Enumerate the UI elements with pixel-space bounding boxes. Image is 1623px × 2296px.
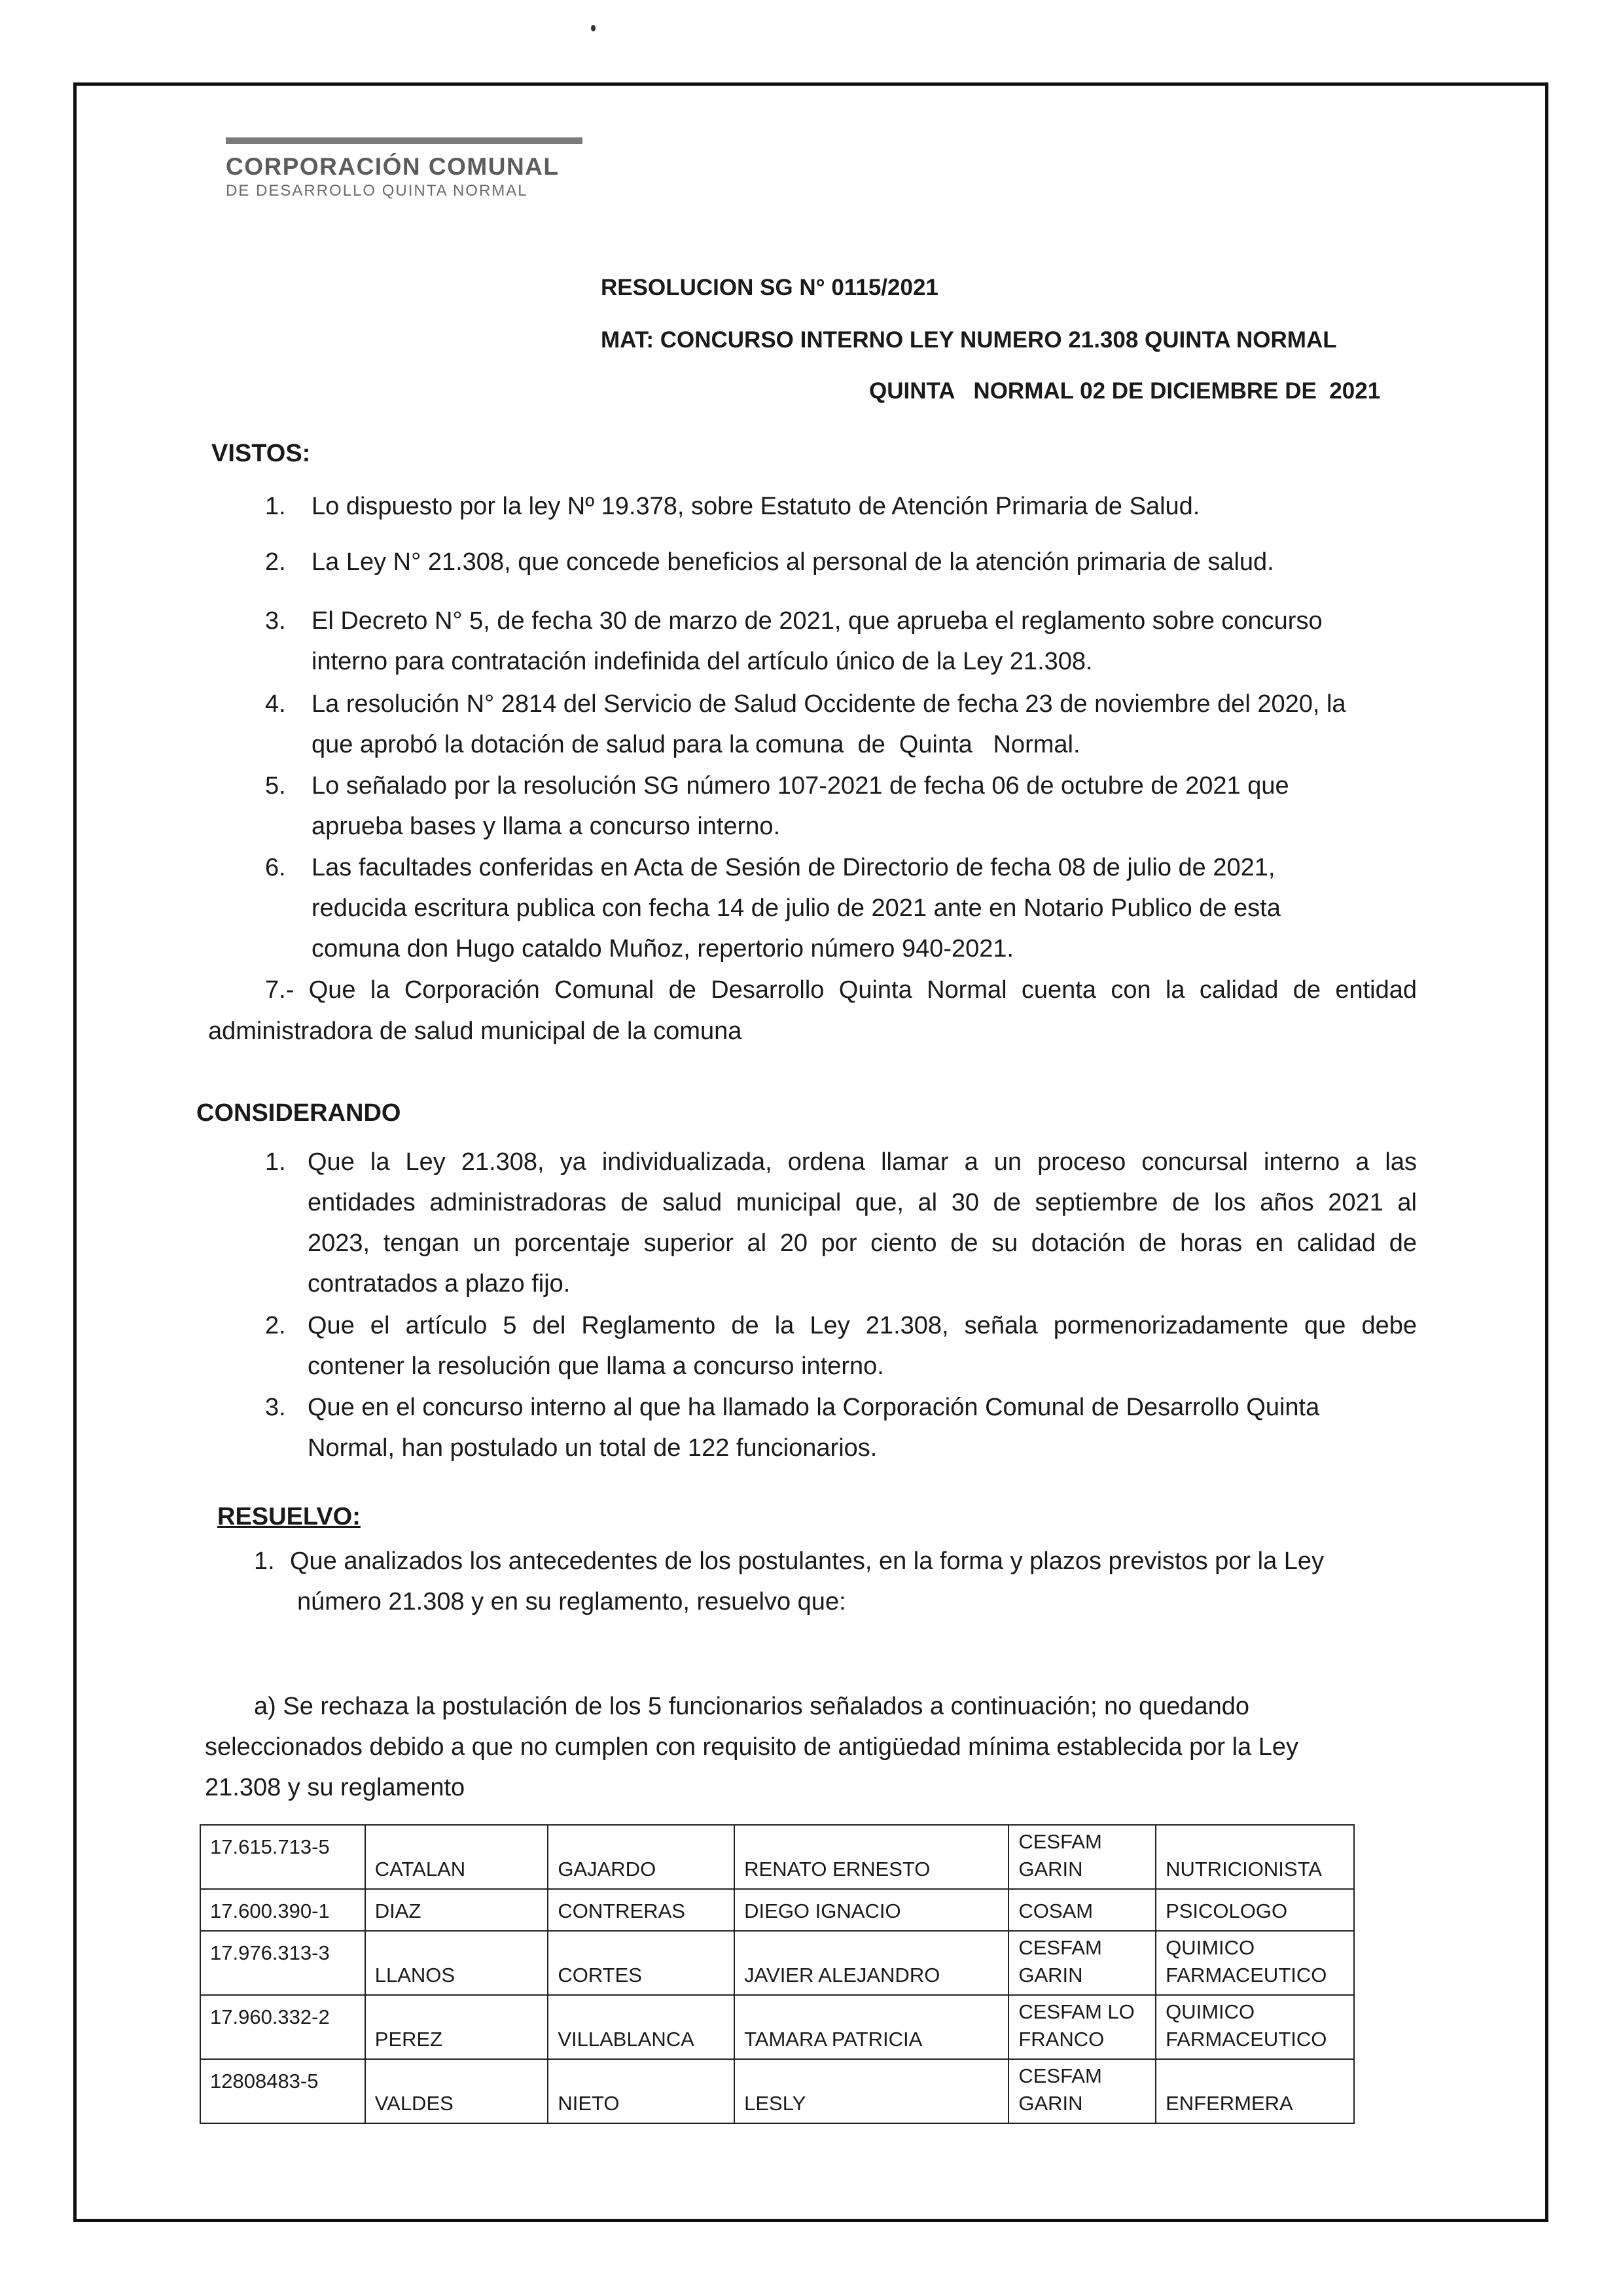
item-text: contratados a plazo fijo. bbox=[308, 1270, 571, 1298]
position-cell: PSICOLOGO bbox=[1156, 1889, 1354, 1931]
paternal-surname-cell: VALDES bbox=[365, 2059, 548, 2123]
resuelvo-heading: RESUELVO: bbox=[217, 1503, 361, 1530]
item-text: El Decreto N° 5, de fecha 30 de marzo de 2021, que aprueba el reglamento sobre concurso bbox=[312, 607, 1323, 635]
item-text: 2023, tengan un porcentaje superior al 20 por ciento de su dotación de horas en calidad de bbox=[308, 1229, 1417, 1257]
table-row bbox=[200, 2059, 1354, 2123]
rut-cell: 12808483-5 bbox=[200, 2059, 365, 2123]
rut-cell: 17.615.713-5 bbox=[200, 1825, 365, 1889]
item-text: Normal, han postulado un total de 122 funcionarios. bbox=[308, 1434, 878, 1462]
item-number: 5. bbox=[265, 772, 286, 800]
item-text: Que la Ley 21.308, ya individualizada, ordena llamar a un proceso concursal interno a las bbox=[308, 1148, 1417, 1176]
item-text: Las facultades conferidas en Acta de Sesión de Directorio de fecha 08 de julio de 2021, bbox=[312, 854, 1275, 881]
rejection-line-1: a) Se rechaza la postulación de los 5 funcionarios señalados a continuación; no quedando bbox=[254, 1693, 1250, 1720]
item-text: que aprobó la dotación de salud para la comuna de Quinta Normal. bbox=[312, 731, 1080, 758]
table-row bbox=[200, 1825, 1354, 1889]
given-names-cell: TAMARA PATRICIA bbox=[734, 1995, 1008, 2059]
item-number: 2. bbox=[265, 548, 286, 576]
item-text: La Ley N° 21.308, que concede beneficios al personal de la atención primaria de salud. bbox=[312, 548, 1274, 576]
item-number: 3. bbox=[265, 607, 286, 635]
item-text: aprueba bases y llama a concurso interno. bbox=[312, 813, 781, 840]
paternal-surname-cell: PEREZ bbox=[365, 1995, 548, 2059]
item-number: 2. bbox=[265, 1312, 286, 1339]
maternal-surname-cell: GAJARDO bbox=[548, 1825, 734, 1889]
subject-line: MAT: CONCURSO INTERNO LEY NUMERO 21.308 QUINTA NORMAL bbox=[601, 327, 1337, 353]
vistos-item-7-line-2: administradora de salud municipal de la comuna bbox=[208, 1017, 742, 1045]
vistos-item-7-line-1: 7.- Que la Corporación Comunal de Desarrollo Quinta Normal cuenta con la calidad de entidad bbox=[265, 976, 1417, 1004]
considerando-heading: CONSIDERANDO bbox=[196, 1099, 401, 1127]
table-row bbox=[200, 1995, 1354, 2059]
maternal-surname-cell: NIETO bbox=[548, 2059, 734, 2123]
item-text: La resolución N° 2814 del Servicio de Salud Occidente de fecha 23 de noviembre del 2020, la bbox=[312, 690, 1346, 718]
rut-cell: 17.960.332-2 bbox=[200, 1995, 365, 2059]
place-date-line: QUINTA NORMAL 02 DE DICIEMBRE DE 2021 bbox=[869, 378, 1381, 404]
item-text: contener la resolución que llama a concurso interno. bbox=[308, 1352, 884, 1380]
item-number: 1. bbox=[265, 1148, 286, 1176]
item-text: comuna don Hugo cataldo Muñoz, repertorio número 940-2021. bbox=[312, 935, 1014, 963]
item-text: Que en el concurso interno al que ha llamado la Corporación Comunal de Desarrollo Quinta bbox=[308, 1394, 1320, 1421]
maternal-surname-cell: CORTES bbox=[548, 1931, 734, 1995]
rut-cell: 17.600.390-1 bbox=[200, 1889, 365, 1931]
health-center-cell: CESFAM GARIN bbox=[1008, 1825, 1156, 1889]
item-text: interno para contratación indefinida del artículo único de la Ley 21.308. bbox=[312, 648, 1093, 675]
corporation-logo bbox=[226, 137, 582, 200]
position-cell: ENFERMERA bbox=[1156, 2059, 1354, 2123]
resuelvo-item-number: 1. bbox=[254, 1547, 275, 1575]
logo-line-2: DE DESARROLLO QUINTA NORMAL bbox=[226, 182, 528, 200]
maternal-surname-cell: CONTRERAS bbox=[548, 1889, 734, 1931]
paternal-surname-cell: LLANOS bbox=[365, 1931, 548, 1995]
health-center-cell: COSAM bbox=[1008, 1889, 1156, 1931]
rejection-line-3: 21.308 y su reglamento bbox=[205, 1774, 465, 1801]
resuelvo-item-line-2: número 21.308 y en su reglamento, resuelvo que: bbox=[297, 1588, 846, 1616]
table-row bbox=[200, 1931, 1354, 1995]
resuelvo-item-line-1: Que analizados los antecedentes de los postulantes, en la forma y plazos previstos por la Ley bbox=[290, 1547, 1325, 1575]
health-center-cell: CESFAM LO FRANCO bbox=[1008, 1995, 1156, 2059]
logo-line-1: CORPORACIÓN COMUNAL bbox=[226, 153, 560, 180]
position-cell: NUTRICIONISTA bbox=[1156, 1825, 1354, 1889]
position-cell: QUIMICO FARMACEUTICO bbox=[1156, 1995, 1354, 2059]
item-text: Que el artículo 5 del Reglamento de la Ley 21.308, señala pormenorizadamente que debe bbox=[308, 1312, 1417, 1339]
item-number: 3. bbox=[265, 1394, 286, 1421]
item-text: entidades administradoras de salud municipal que, al 30 de septiembre de los años 2021 al bbox=[308, 1189, 1417, 1216]
item-text: Lo señalado por la resolución SG número 107-2021 de fecha 06 de octubre de 2021 que bbox=[312, 772, 1289, 800]
health-center-cell: CESFAM GARIN bbox=[1008, 1931, 1156, 1995]
paternal-surname-cell: CATALAN bbox=[365, 1825, 548, 1889]
item-number: 1. bbox=[265, 493, 286, 520]
rejected-applicants-table bbox=[200, 1824, 1355, 2124]
logo-bar bbox=[226, 137, 582, 144]
item-text: reducida escritura publica con fecha 14 de julio de 2021 ante en Notario Publico de esta bbox=[312, 894, 1281, 922]
given-names-cell: RENATO ERNESTO bbox=[734, 1825, 1008, 1889]
resolution-number: RESOLUCION SG N° 0115/2021 bbox=[601, 275, 938, 300]
given-names-cell: JAVIER ALEJANDRO bbox=[734, 1931, 1008, 1995]
given-names-cell: LESLY bbox=[734, 2059, 1008, 2123]
item-text: Lo dispuesto por la ley Nº 19.378, sobre Estatuto de Atención Primaria de Salud. bbox=[312, 493, 1200, 520]
item-number: 4. bbox=[265, 690, 286, 718]
scan-speck bbox=[591, 25, 596, 31]
item-number: 6. bbox=[265, 854, 286, 881]
given-names-cell: DIEGO IGNACIO bbox=[734, 1889, 1008, 1931]
maternal-surname-cell: VILLABLANCA bbox=[548, 1995, 734, 2059]
vistos-heading: VISTOS: bbox=[211, 440, 311, 467]
health-center-cell: CESFAM GARIN bbox=[1008, 2059, 1156, 2123]
paternal-surname-cell: DIAZ bbox=[365, 1889, 548, 1931]
position-cell: QUIMICO FARMACEUTICO bbox=[1156, 1931, 1354, 1995]
rejection-line-2: seleccionados debido a que no cumplen con requisito de antigüedad mínima establecida por la Ley bbox=[205, 1733, 1298, 1761]
table-row bbox=[200, 1889, 1354, 1931]
rut-cell: 17.976.313-3 bbox=[200, 1931, 365, 1995]
